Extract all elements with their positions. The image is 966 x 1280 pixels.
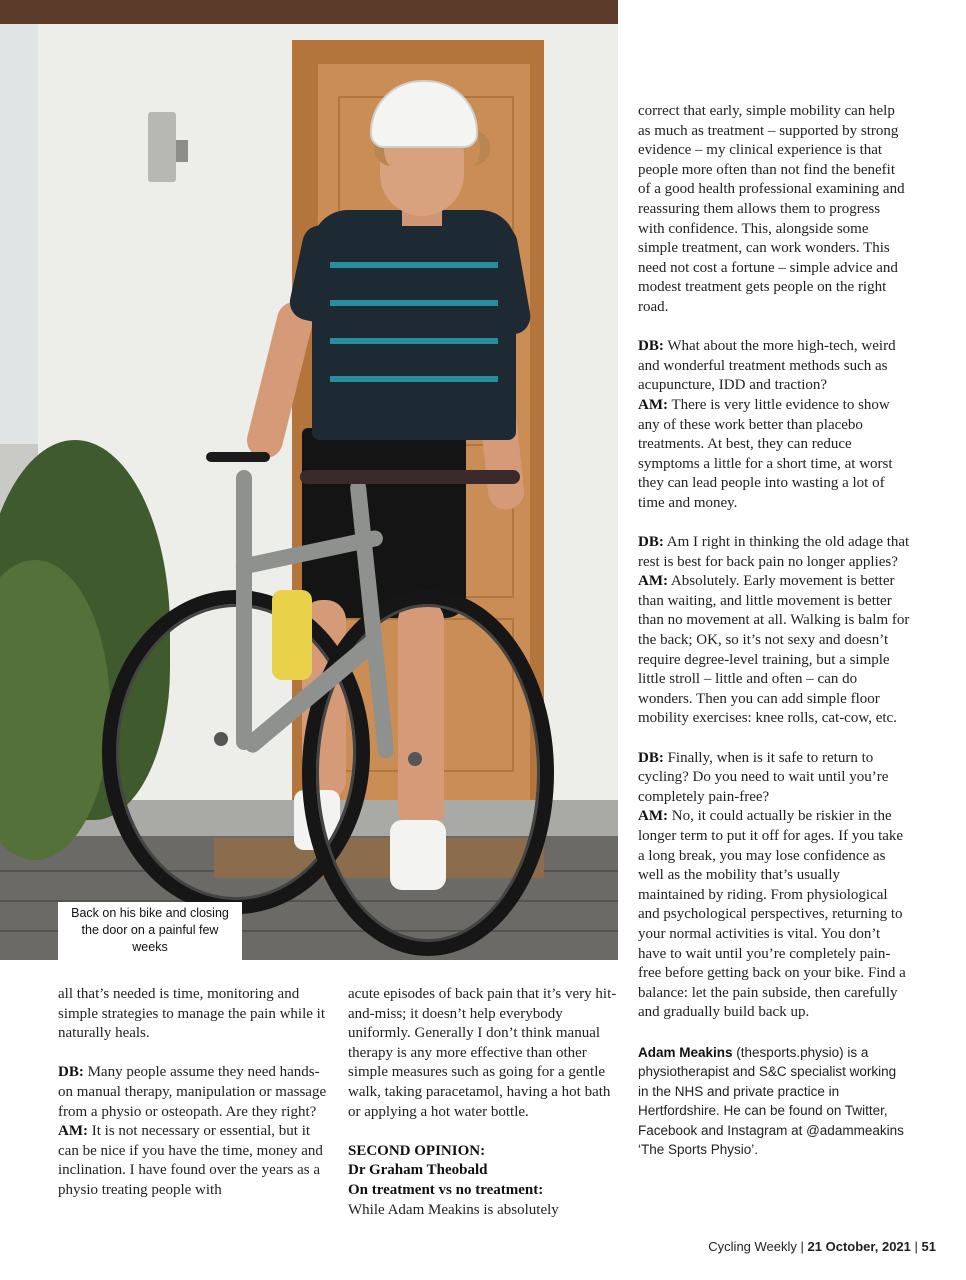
answer: AM: Absolutely. Early movement is better than waiting, and little movement is better than no movement at all. Walking is balm for the back; OK, so it’s not sexy and doesn’t require degree-level training, but a simple little stroll – little and often – can do wonders. Then you can add simple floor mobility exercises: knee rolls, cat-cow, etc. xyxy=(638,573,910,727)
paragraph: acute episodes of back pain that it’s very hit-and-miss; it doesn’t help everybody uniformly. Generally I don’t think manual therapy is any more effective than other simple measures such as going for a gentle walk, taking paracetamol, having a hot bath or applying a hot water bottle. xyxy=(348,986,617,1120)
question: DB: What about the more high-tech, weird and wonderful treatment methods such as acupuncture, IDD and traction? xyxy=(638,338,896,394)
speaker-label: DB: xyxy=(638,534,664,551)
magazine-name: Cycling Weekly xyxy=(708,1239,797,1254)
answer: AM: It is not necessary or essential, but it can be nice if you have the time, money and inclination. I have found over the years as a physio treating people with xyxy=(58,1123,323,1198)
speaker-label: AM: xyxy=(638,808,668,825)
rider-shorts xyxy=(302,428,466,618)
answer: AM: No, it could actually be riskier in the longer term to put it off for ages. If you take a long break, you may lose confidence as well as the mobility that’s usually maintained by riding. From physiological and psychological perspectives, returning to your normal activities is vital. You don’t have to wait until you’re completely pain-free before getting back on your bike. Find a balance: let the pain subside, then carefully and gradually build back up. xyxy=(638,808,906,1021)
article-photo xyxy=(0,0,618,960)
front-wheel xyxy=(302,590,554,956)
section-heading: On treatment vs no treatment: xyxy=(348,1181,544,1198)
wall-lamp xyxy=(148,112,176,182)
author-bio: Adam Meakins (thesports.physio) is a physiotherapist and S&C specialist working in the NHS and private practice in Hertfordshire. He can be found on Twitter, Facebook and Instagram at @adammeakins ‘The Sports Physio’. xyxy=(638,1044,904,1158)
section-heading: SECOND OPINION: xyxy=(348,1142,486,1159)
page-number: 51 xyxy=(921,1239,936,1254)
bike-handlebar xyxy=(300,470,520,484)
article-column-right xyxy=(638,102,910,1180)
bike-saddle xyxy=(206,452,270,462)
speaker-label: AM: xyxy=(58,1123,88,1140)
article-column-a xyxy=(58,985,330,1201)
paragraph: all that’s needed is time, monitoring and simple strategies to manage the pain while it naturally heals. xyxy=(58,986,326,1042)
photo-caption: Back on his bike and closing the door on a painful few weeks xyxy=(58,902,242,960)
speaker-label: DB: xyxy=(638,749,664,766)
speaker-label: AM: xyxy=(638,396,668,413)
roof-eave xyxy=(0,0,618,24)
speaker-label: DB: xyxy=(58,1064,84,1081)
rider-jersey xyxy=(312,210,516,440)
question: DB: Am I right in thinking the old adage that rest is best for back pain no longer applies? xyxy=(638,534,910,570)
section-heading: Dr Graham Theobald xyxy=(348,1162,488,1179)
page-footer: Cycling Weekly | 21 October, 2021 | 51 xyxy=(708,1239,936,1254)
issue-date: 21 October, 2021 xyxy=(807,1239,911,1254)
answer: AM: There is very little evidence to show any of these work better than placebo treatments. At best, they can reduce symptoms a little for a short time, at worst they can lead people into wasting a lot of time and money. xyxy=(638,396,893,511)
question: DB: Finally, when is it safe to return to cycling? Do you need to wait until you’re completely pain-free? xyxy=(638,749,889,805)
paragraph: While Adam Meakins is absolutely xyxy=(348,1201,559,1218)
article-column-b xyxy=(348,985,620,1220)
speaker-label: AM: xyxy=(638,573,668,590)
water-bottle xyxy=(272,590,312,680)
author-name: Adam Meakins xyxy=(638,1044,733,1060)
bike-seat-tube xyxy=(236,470,252,750)
question: DB: Many people assume they need hands-on manual therapy, manipulation or massage from a physio or osteopath. Are they right? xyxy=(58,1064,327,1120)
paragraph: correct that early, simple mobility can help as much as treatment – supported by strong evidence – my clinical experience is that people more often than not find the benefit of a good health professional examining and reassuring them allows them to progress with confidence. This, alongside some simple treatment, can work wonders. This need not cost a fortune – simple advice and modest treatment gets people on the right road. xyxy=(638,103,905,315)
speaker-label: DB: xyxy=(638,338,664,355)
